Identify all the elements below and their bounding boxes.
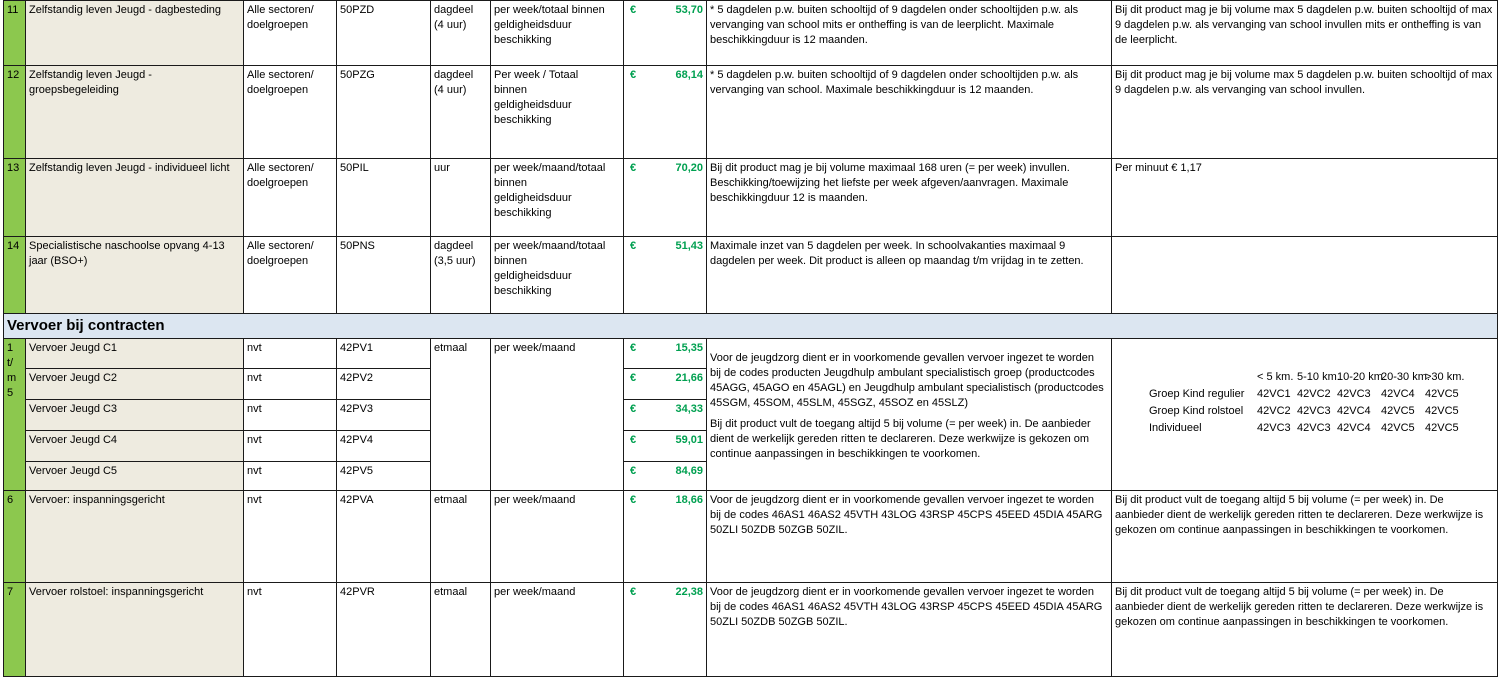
euro-symbol: € bbox=[630, 434, 637, 446]
distance-code: 42VC5 bbox=[1425, 405, 1459, 417]
product-name[interactable]: Vervoer Jeugd C5 bbox=[26, 462, 244, 491]
distance-code: 42VC3 bbox=[1297, 422, 1331, 434]
product-code[interactable]: 50PZG bbox=[337, 66, 431, 159]
product-name[interactable]: Vervoer Jeugd C3 bbox=[26, 400, 244, 431]
sector-cell[interactable]: nvt bbox=[244, 491, 337, 583]
product-name[interactable]: Vervoer rolstoel: inspanningsgericht bbox=[26, 583, 244, 677]
unit-cell[interactable]: dagdeel (4 uur) bbox=[431, 66, 491, 159]
price-value: 84,69 bbox=[675, 465, 703, 477]
sector-cell[interactable]: nvt bbox=[244, 462, 337, 491]
price-value: 18,66 bbox=[675, 494, 703, 506]
price-value: 70,20 bbox=[675, 162, 703, 174]
sector-cell[interactable]: nvt bbox=[244, 400, 337, 431]
price-cell[interactable] bbox=[624, 369, 707, 400]
product-code[interactable]: 42PV5 bbox=[337, 462, 431, 491]
note-cell[interactable]: Maximale inzet van 5 dagdelen per week. In schoolvakanties maximaal 9 dagdelen per week. Dit product is alleen op maandag t/m vrijdag in te zetten. bbox=[707, 237, 1112, 314]
distance-row-label: Groep Kind regulier bbox=[1149, 388, 1245, 400]
distance-header: 20-30 km. bbox=[1381, 371, 1430, 383]
note-cell[interactable]: Bij dit product mag je bij volume maximaal 168 uren (= per week) invullen. Beschikking/toewijzing het liefste per week afgeven/aanvragen. Maximale beschikkingduur 12 is maanden. bbox=[707, 159, 1112, 237]
price-value: 15,35 bbox=[675, 342, 703, 354]
distance-code: 42VC5 bbox=[1381, 422, 1415, 434]
sector-cell[interactable]: nvt bbox=[244, 339, 337, 369]
row-number[interactable]: 7 bbox=[4, 583, 26, 677]
distance-code: 42VC3 bbox=[1297, 405, 1331, 417]
product-name[interactable]: Zelfstandig leven Jeugd - individueel licht bbox=[26, 159, 244, 237]
period-cell[interactable]: per week/maand/totaal binnen geldigheidsduur beschikking bbox=[491, 159, 624, 237]
note-cell[interactable] bbox=[707, 339, 1112, 491]
product-name[interactable]: Vervoer Jeugd C4 bbox=[26, 431, 244, 462]
product-code[interactable]: 50PIL bbox=[337, 159, 431, 237]
distance-code: 42VC5 bbox=[1381, 405, 1415, 417]
price-value: 34,33 bbox=[675, 403, 703, 415]
price-value: 68,14 bbox=[675, 69, 703, 81]
unit-cell[interactable]: etmaal bbox=[431, 583, 491, 677]
note-paragraph: Voor de jeugdzorg dient er in voorkomende gevallen vervoer ingezet te worden bij de codes producten Jeugdhulp ambulant specialistisch groep (productcodes 45AGG, 45AGO en 45AGL) en Jeugdhulp ambulant specialistisch (productcodes 45SGM, 45SOM, 45SLM, 45SGZ, 45SOZ en 45SLZ) bbox=[710, 352, 1104, 409]
row-number[interactable]: 1 t/m 5 bbox=[4, 339, 26, 491]
price-value: 22,38 bbox=[675, 586, 703, 598]
table-row[interactable] bbox=[4, 491, 1498, 583]
price-value: 53,70 bbox=[675, 4, 703, 16]
distance-code: 42VC3 bbox=[1337, 388, 1371, 400]
product-code[interactable]: 42PV1 bbox=[337, 339, 431, 369]
sector-cell[interactable]: Alle sectoren/ doelgroepen bbox=[244, 159, 337, 237]
price-value: 21,66 bbox=[675, 372, 703, 384]
euro-symbol: € bbox=[630, 403, 637, 415]
distance-code: 42VC5 bbox=[1425, 422, 1459, 434]
price-cell[interactable] bbox=[624, 159, 707, 237]
table-row[interactable] bbox=[4, 159, 1498, 237]
note-paragraph: Bij dit product vult de toegang altijd 5 bij volume (= per week) in. De aanbieder dient de werkelijk gereden ritten te declareren. Deze werkwijze is gekozen om continue aanpassingen in beschikkingen te voorkomen. bbox=[710, 418, 1091, 460]
unit-cell[interactable]: uur bbox=[431, 159, 491, 237]
product-code[interactable]: 42PVA bbox=[337, 491, 431, 583]
product-name[interactable]: Specialistische naschoolse opvang 4-13 jaar (BSO+) bbox=[26, 237, 244, 314]
period-cell[interactable]: per week/maand bbox=[491, 339, 624, 491]
product-code[interactable]: 42PV2 bbox=[337, 369, 431, 400]
unit-cell[interactable]: dagdeel (3,5 uur) bbox=[431, 237, 491, 314]
remark-cell[interactable]: Per minuut € 1,17 bbox=[1112, 159, 1498, 237]
euro-symbol: € bbox=[630, 342, 637, 354]
row-number[interactable]: 11 bbox=[4, 1, 26, 66]
table-row[interactable] bbox=[4, 583, 1498, 677]
unit-cell[interactable]: etmaal bbox=[431, 491, 491, 583]
remark-cell[interactable]: Bij dit product mag je bij volume max 5 dagdelen p.w. buiten schooltijd of max 9 dagdelen p.w. als vervanging van school invullen. bbox=[1112, 66, 1498, 159]
distance-table-cell[interactable] bbox=[1112, 339, 1498, 491]
product-code[interactable]: 50PZD bbox=[337, 1, 431, 66]
remark-cell[interactable]: Bij dit product mag je bij volume max 5 dagdelen p.w. buiten schooltijd of max 9 dagdelen p.w. als vervanging van school invullen mits er ontheffing is van de leerplicht. bbox=[1112, 1, 1498, 66]
price-cell[interactable] bbox=[624, 400, 707, 431]
distance-row-label: Individueel bbox=[1149, 422, 1202, 434]
distance-code: 42VC4 bbox=[1381, 388, 1415, 400]
product-code[interactable]: 50PNS bbox=[337, 237, 431, 314]
price-cell[interactable] bbox=[624, 583, 707, 677]
distance-code: 42VC4 bbox=[1337, 422, 1371, 434]
product-name[interactable]: Vervoer: inspanningsgericht bbox=[26, 491, 244, 583]
distance-header: 10-20 km. bbox=[1337, 371, 1386, 383]
sector-cell[interactable]: nvt bbox=[244, 431, 337, 462]
period-cell[interactable]: per week/maand/totaal binnen geldigheidsduur beschikking bbox=[491, 237, 624, 314]
price-cell[interactable] bbox=[624, 462, 707, 491]
product-name[interactable]: Vervoer Jeugd C2 bbox=[26, 369, 244, 400]
period-cell[interactable]: Per week / Totaal binnen geldigheidsduur beschikking bbox=[491, 66, 624, 159]
price-cell[interactable] bbox=[624, 339, 707, 369]
price-cell[interactable] bbox=[624, 1, 707, 66]
note-cell[interactable]: Voor de jeugdzorg dient er in voorkomende gevallen vervoer ingezet te worden bij de codes 46AS1 46AS2 45VTH 43LOG 43RSP 45CPS 45EED 45DIA 45ARG 50ZLI 50ZDB 50ZGB 50ZIL. bbox=[707, 491, 1112, 583]
row-number[interactable]: 13 bbox=[4, 159, 26, 237]
distance-code: 42VC2 bbox=[1257, 405, 1291, 417]
row-number[interactable]: 6 bbox=[4, 491, 26, 583]
table-row[interactable] bbox=[4, 66, 1498, 159]
euro-symbol: € bbox=[630, 240, 637, 252]
sector-cell[interactable]: Alle sectoren/ doelgroepen bbox=[244, 66, 337, 159]
unit-cell[interactable]: etmaal bbox=[431, 339, 491, 491]
sector-cell[interactable]: Alle sectoren/ doelgroepen bbox=[244, 1, 337, 66]
note-cell[interactable]: * 5 dagdelen p.w. buiten schooltijd of 9 dagdelen onder schooltijden p.w. als vervanging van school. Maximale beschikkingduur is 12 maanden. bbox=[707, 66, 1112, 159]
product-code[interactable]: 42PV4 bbox=[337, 431, 431, 462]
remark-cell[interactable] bbox=[1112, 237, 1498, 314]
sector-cell[interactable]: nvt bbox=[244, 583, 337, 677]
table-row[interactable] bbox=[4, 237, 1498, 314]
unit-cell[interactable]: dagdeel (4 uur) bbox=[431, 1, 491, 66]
price-cell[interactable] bbox=[624, 237, 707, 314]
product-table bbox=[3, 0, 1498, 677]
sector-cell[interactable]: Alle sectoren/ doelgroepen bbox=[244, 237, 337, 314]
distance-header: 5-10 km. bbox=[1297, 371, 1340, 383]
product-name[interactable]: Zelfstandig leven Jeugd - dagbesteding bbox=[26, 1, 244, 66]
distance-table bbox=[1149, 370, 1494, 436]
price-value: 51,43 bbox=[675, 240, 703, 252]
remark-cell[interactable]: Bij dit product vult de toegang altijd 5 bij volume (= per week) in. De aanbieder dient de werkelijk gereden ritten te declareren. Deze werkwijze is gekozen om continue aanpassingen in beschikkingen te voorkomen. bbox=[1112, 491, 1498, 583]
table-row[interactable] bbox=[4, 339, 1498, 369]
distance-header: < 5 km. bbox=[1257, 371, 1294, 383]
section-title[interactable]: Vervoer bij contracten bbox=[4, 314, 1498, 339]
distance-code: 42VC2 bbox=[1297, 388, 1331, 400]
product-code[interactable]: 42PV3 bbox=[337, 400, 431, 431]
euro-symbol: € bbox=[630, 4, 637, 16]
euro-symbol: € bbox=[630, 494, 637, 506]
distance-code: 42VC4 bbox=[1337, 405, 1371, 417]
euro-symbol: € bbox=[630, 465, 637, 477]
row-number[interactable]: 12 bbox=[4, 66, 26, 159]
price-cell[interactable] bbox=[624, 431, 707, 462]
distance-code: 42VC5 bbox=[1425, 388, 1459, 400]
euro-symbol: € bbox=[630, 586, 637, 598]
price-value: 59,01 bbox=[675, 434, 703, 446]
distance-code: 42VC1 bbox=[1257, 388, 1291, 400]
product-name[interactable]: Vervoer Jeugd C1 bbox=[26, 339, 244, 369]
note-cell[interactable]: * 5 dagdelen p.w. buiten schooltijd of 9 dagdelen onder schooltijden p.w. als vervanging van school mits er ontheffing is van de leerplicht. Maximale beschikkingduur is 12 maanden. bbox=[707, 1, 1112, 66]
euro-symbol: € bbox=[630, 162, 637, 174]
row-number[interactable]: 14 bbox=[4, 237, 26, 314]
period-cell[interactable]: per week/totaal binnen geldigheidsduur beschikking bbox=[491, 1, 624, 66]
price-cell[interactable] bbox=[624, 66, 707, 159]
sector-cell[interactable]: nvt bbox=[244, 369, 337, 400]
table-row[interactable] bbox=[4, 1, 1498, 66]
section-header-row bbox=[4, 314, 1498, 339]
euro-symbol: € bbox=[630, 69, 637, 81]
remark-cell[interactable]: Bij dit product vult de toegang altijd 5 bij volume (= per week) in. De aanbieder dient de werkelijk gereden ritten te declareren. Deze werkwijze is gekozen om continue aanpassingen in beschikkingen te voorkomen. bbox=[1112, 583, 1498, 677]
period-cell[interactable]: per week/maand bbox=[491, 491, 624, 583]
distance-row-label: Groep Kind rolstoel bbox=[1149, 405, 1244, 417]
price-cell[interactable] bbox=[624, 491, 707, 583]
distance-header: >30 km. bbox=[1425, 371, 1465, 383]
note-cell[interactable]: Voor de jeugdzorg dient er in voorkomende gevallen vervoer ingezet te worden bij de codes 46AS1 46AS2 45VTH 43LOG 43RSP 45CPS 45EED 45DIA 45ARG 50ZLI 50ZDB 50ZGB 50ZIL. bbox=[707, 583, 1112, 677]
product-code[interactable]: 42PVR bbox=[337, 583, 431, 677]
distance-code: 42VC3 bbox=[1257, 422, 1291, 434]
euro-symbol: € bbox=[630, 372, 637, 384]
product-name[interactable]: Zelfstandig leven Jeugd - groepsbegeleiding bbox=[26, 66, 244, 159]
period-cell[interactable]: per week/maand bbox=[491, 583, 624, 677]
